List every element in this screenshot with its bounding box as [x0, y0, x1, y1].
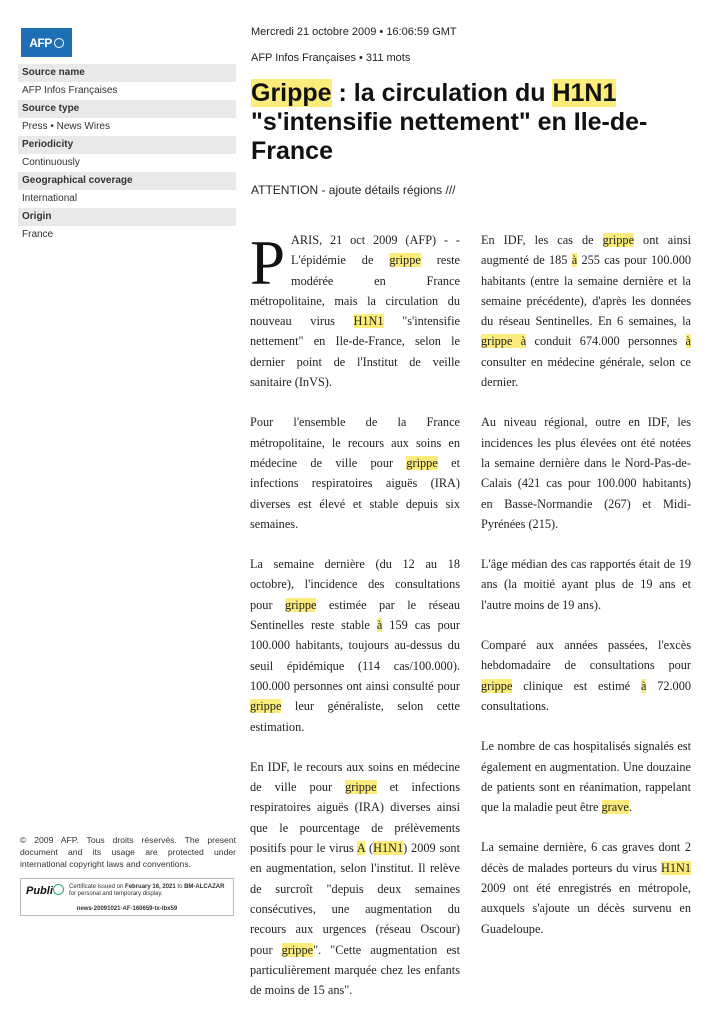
article-paragraph: En IDF, les cas de grippe ont ainsi augmenté de 185 à 255 cas pour 100.000 habitants (entre la semaine dernière et la semaine précédente), d'après les données du réseau Sentinelles. En 6 semaines, la grippe à conduit 674.000 personnes à consulter en médecine générale, selon ce dernier.: [481, 233, 691, 390]
article-paragraph: Comparé aux années passées, l'excès hebdomadaire de consultations pour grippe clinique est estimé à 72.000 consultations.: [481, 638, 692, 713]
certificate-box: [20, 878, 234, 916]
source-metadata: [18, 64, 236, 244]
meta-label: Source type: [18, 100, 236, 118]
headline: Grippe : la circulation du H1N1 "s'intensifie nettement" en Ile-de-France: [251, 79, 648, 165]
article-paragraph: PARIS, 21 oct 2009 (AFP) - - L'épidémie de grippe reste modérée en France métropolitaine, mais la circulation du nouveau virus H1N1 "s'intensifie nettement" en Ile-de-France, selon le dernier point de l'Institut de veille sanitaire (InVS).: [250, 228, 460, 390]
article-paragraph: Pour l'ensemble de la France métropolitaine, le recours aux soins en médecine de ville pour grippe et infections respiratoires aiguës (IRA) diverses est élevé et stable depuis six semaines.: [250, 415, 460, 531]
afp-logo: [21, 28, 72, 57]
meta-label: Source name: [18, 64, 236, 82]
meta-label: Origin: [18, 208, 236, 226]
article-paragraph: L'âge médian des cas rapportés était de 19 ans (la moitié ayant plus de 19 ans et l'autre moins de 19 ans).: [481, 557, 691, 612]
article-paragraph: En IDF, le recours aux soins en médecine de ville pour grippe et infections respiratoires aiguës (IRA) diverses ainsi que le pourcentage de prélèvements positifs pour le virus A (H1N1) 2009 sont en augmentation, selon l'institut. Il relève de surcroît "depuis deux semaines consécutives, une augmentation du recours aux urgences (réseau Oscour) pour grippe". "Cette augmentation est particulièrement marquée chez les enfants de moins de 15 ans".: [250, 759, 460, 998]
article-paragraph: Au niveau régional, outre en IDF, les incidences les plus élevées ont été notées la semaine dernière dans le Nord-Pas-de-Calais (421 cas pour 100.000 habitants) en Basse-Normandie (267) et Midi-Pyrénées (215).: [481, 415, 691, 531]
meta-label: Geographical coverage: [18, 172, 236, 190]
meta-value: Press • News Wires: [22, 121, 110, 132]
meta-value: Continuously: [22, 157, 80, 168]
article-paragraph: La semaine dernière (du 12 au 18 octobre), l'incidence des consultations pour grippe estimée par le réseau Sentinelles reste stable à 159 cas pour 100.000 habitants, toujours au-dessus du seuil épidémique (114 cas/100.000). 100.000 personnes ont ainsi consulté pour grippe leur généraliste, selon cette estimation.: [250, 557, 460, 734]
meta-value: France: [22, 229, 54, 240]
source-line: AFP Infos Françaises • 311 mots: [251, 52, 411, 64]
article-paragraph: Le nombre de cas hospitalisés signalés est également en augmentation. Une douzaine de patients sont en réanimation, rappelant que la maladie peut être grave.: [481, 739, 691, 815]
article-paragraph: La semaine dernière, 6 cas graves dont 2 décès de malades porteurs du virus H1N1 2009 ont été enregistrés en métropole, auxquels s'ajoute un décès survenu en Guadeloupe.: [481, 840, 691, 936]
article-column-2: [481, 230, 691, 959]
meta-value: AFP Infos Françaises: [22, 85, 118, 96]
certificate-text: Certificate issued on February 16, 2021 to BM-ALCAZAR for personal and temporary display.: [69, 884, 225, 897]
article-column-1: [250, 230, 460, 1020]
certificate-id: news·20091021·AF·160659-tx-lbx59: [76, 906, 178, 912]
publico-c-icon: [53, 884, 64, 895]
afp-logo-text: AFP: [29, 35, 52, 50]
copyright-notice: © 2009 AFP. Tous droits réservés. The present document and its usage are protected under international copyright laws and conventions.: [20, 835, 236, 869]
dateline: Mercredi 21 octobre 2009 • 16:06:59 GMT: [251, 26, 457, 38]
meta-label: Periodicity: [18, 136, 236, 154]
publico-logo: Publi: [26, 884, 64, 897]
globe-icon: [54, 38, 64, 48]
meta-value: International: [22, 193, 78, 204]
attention-note: ATTENTION - ajoute détails régions ///: [251, 183, 456, 197]
drop-cap: P: [250, 228, 286, 298]
